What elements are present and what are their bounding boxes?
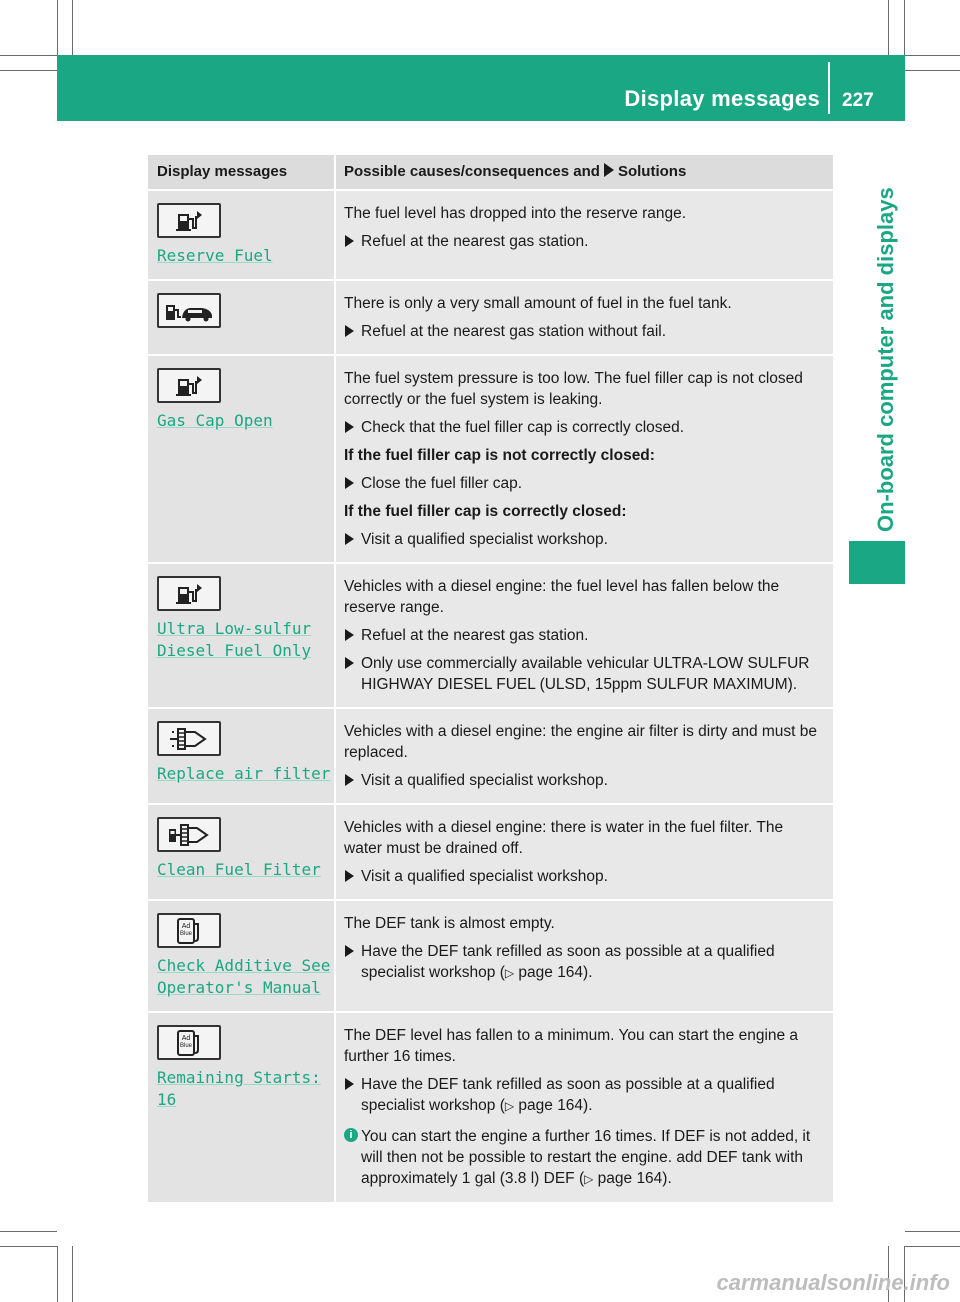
page-reference-link[interactable]: page 164).	[514, 964, 593, 981]
table-row	[148, 804, 833, 900]
info-note	[344, 1126, 825, 1190]
display-message: Reserve Fuel	[157, 246, 273, 265]
table-row	[148, 708, 833, 804]
arrow-icon	[604, 163, 614, 177]
message-cell	[148, 190, 335, 280]
col-header-solutions-text: Solutions	[617, 163, 687, 180]
message-cell	[148, 708, 335, 804]
crop-mark	[0, 1231, 57, 1232]
fuel-pump-icon	[157, 576, 221, 611]
crop-mark	[57, 1246, 58, 1302]
solution-cell	[335, 563, 833, 708]
crop-mark	[72, 0, 73, 55]
cause-text: The fuel level has dropped into the reserve range.	[344, 205, 687, 222]
fuel-pump-icon	[157, 203, 221, 238]
adblue-icon	[157, 913, 221, 948]
page-reference-icon: ▷	[584, 1172, 594, 1186]
crop-mark	[905, 1231, 960, 1232]
solution-step: Refuel at the nearest gas station.	[344, 625, 825, 646]
table-header-row	[148, 155, 833, 190]
display-message: Replace air filter	[157, 764, 331, 783]
message-cell	[148, 355, 335, 563]
solution-step: Visit a qualified specialist workshop.	[344, 866, 825, 887]
crop-mark	[0, 70, 57, 71]
table-row	[148, 1012, 833, 1203]
condition-text: If the fuel filler cap is not correctly closed:	[344, 447, 655, 464]
step-text: Have the DEF tank refilled as soon as possible at a qualified specialist workshop (	[361, 943, 775, 981]
info-icon: i	[344, 1128, 358, 1142]
solution-cell	[335, 900, 833, 1012]
solution-cell	[335, 280, 833, 355]
message-cell	[148, 804, 335, 900]
solution-cell	[335, 708, 833, 804]
table-row	[148, 900, 833, 1012]
cause-text: The DEF level has fallen to a minimum. You can start the engine a further 16 times.	[344, 1027, 799, 1065]
display-message-line: Check Additive See	[157, 956, 331, 975]
solution-cell	[335, 1012, 833, 1203]
crop-mark	[888, 0, 889, 55]
cause-text: Vehicles with a diesel engine: the fuel level has fallen below the reserve range.	[344, 578, 780, 616]
fuel-pump-car-icon	[157, 293, 221, 328]
adblue-icon-text-ad: Ad	[181, 1034, 191, 1042]
solution-step: Visit a qualified specialist workshop.	[344, 770, 825, 791]
fuel-filter-icon	[157, 817, 221, 852]
display-message-line: 16	[157, 1090, 177, 1109]
adblue-icon-text-blue: Blue	[179, 1042, 193, 1049]
table-row	[148, 280, 833, 355]
condition-text: If the fuel filler cap is correctly closed:	[344, 503, 627, 520]
crop-mark	[0, 1246, 57, 1247]
info-text: You can start the engine a further 16 times. If DEF is not added, it will then not be possible to restart the engine. add DEF tank with approximately 1 gal (3.8 l) DEF (	[361, 1128, 811, 1187]
message-cell	[148, 280, 335, 355]
solution-step: Close the fuel filler cap.	[344, 473, 825, 494]
solution-step: Check that the fuel filler cap is correctly closed.	[344, 417, 825, 438]
step-text: Have the DEF tank refilled as soon as possible at a qualified specialist workshop (	[361, 1076, 775, 1114]
table-row	[148, 355, 833, 563]
crop-mark	[904, 0, 905, 55]
page-number: 227	[842, 90, 874, 111]
solution-step: Only use commercially available vehicular ULTRA-LOW SULFUR HIGHWAY DIESEL FUEL (ULSD, 15ppm SULFUR MAXIMUM).	[344, 653, 825, 695]
table-row	[148, 563, 833, 708]
solution-cell	[335, 355, 833, 563]
adblue-icon-text-blue: Blue	[179, 930, 193, 937]
solution-step: Refuel at the nearest gas station without fail.	[344, 321, 825, 342]
solution-step: Refuel at the nearest gas station.	[344, 231, 825, 252]
col-header-causes	[335, 155, 833, 190]
crop-mark	[72, 1246, 73, 1302]
solution-step	[344, 941, 825, 984]
solution-cell	[335, 804, 833, 900]
display-message-line: Diesel Fuel Only	[157, 641, 312, 660]
adblue-icon-text-ad: Ad	[181, 922, 191, 930]
table-row	[148, 190, 833, 280]
cause-text: The fuel system pressure is too low. The fuel filler cap is not closed correctly or the fuel system is leaking.	[344, 370, 803, 408]
page-reference-icon: ▷	[504, 1099, 515, 1113]
cause-text: Vehicles with a diesel engine: there is water in the fuel filter. The water must be drained off.	[344, 819, 784, 857]
message-cell	[148, 900, 335, 1012]
crop-mark	[905, 70, 960, 71]
crop-mark	[57, 0, 58, 55]
page-header-title: Display messages	[624, 86, 820, 111]
message-cell	[148, 1012, 335, 1203]
cause-text: There is only a very small amount of fuel in the fuel tank.	[344, 295, 732, 312]
fuel-pump-icon	[157, 368, 221, 403]
display-message-line: Ultra Low-sulfur	[157, 619, 312, 638]
display-message-line: Remaining Starts:	[157, 1068, 321, 1087]
crop-mark	[0, 55, 57, 56]
display-message: Gas Cap Open	[157, 411, 273, 430]
side-section-title-text: On-board computer and displays	[873, 187, 898, 532]
air-filter-icon	[157, 721, 221, 756]
page-reference-icon: ▷	[504, 966, 515, 980]
col-header-display-messages: Display messages	[148, 155, 335, 190]
side-section-title	[873, 172, 898, 532]
cause-text: The DEF tank is almost empty.	[344, 915, 555, 932]
crop-mark	[905, 1246, 960, 1247]
crop-mark	[905, 55, 960, 56]
cause-text: Vehicles with a diesel engine: the engine air filter is dirty and must be replaced.	[344, 723, 818, 761]
solution-step	[344, 1074, 825, 1117]
message-cell	[148, 563, 335, 708]
watermark: carmanualsonline.info	[716, 1270, 950, 1295]
page-reference-link[interactable]: page 164).	[514, 1097, 593, 1114]
display-messages-table	[148, 155, 833, 1204]
adblue-icon	[157, 1025, 221, 1060]
solution-cell	[335, 190, 833, 280]
solution-step: Visit a qualified specialist workshop.	[344, 529, 825, 550]
side-tab-marker	[849, 541, 905, 584]
col-header-causes-text: Possible causes/consequences and	[344, 163, 600, 180]
header-divider	[828, 62, 830, 114]
display-message-line: Operator's Manual	[157, 978, 321, 997]
page-reference-link[interactable]: page 164).	[593, 1170, 672, 1187]
display-message: Clean Fuel Filter	[157, 860, 321, 879]
